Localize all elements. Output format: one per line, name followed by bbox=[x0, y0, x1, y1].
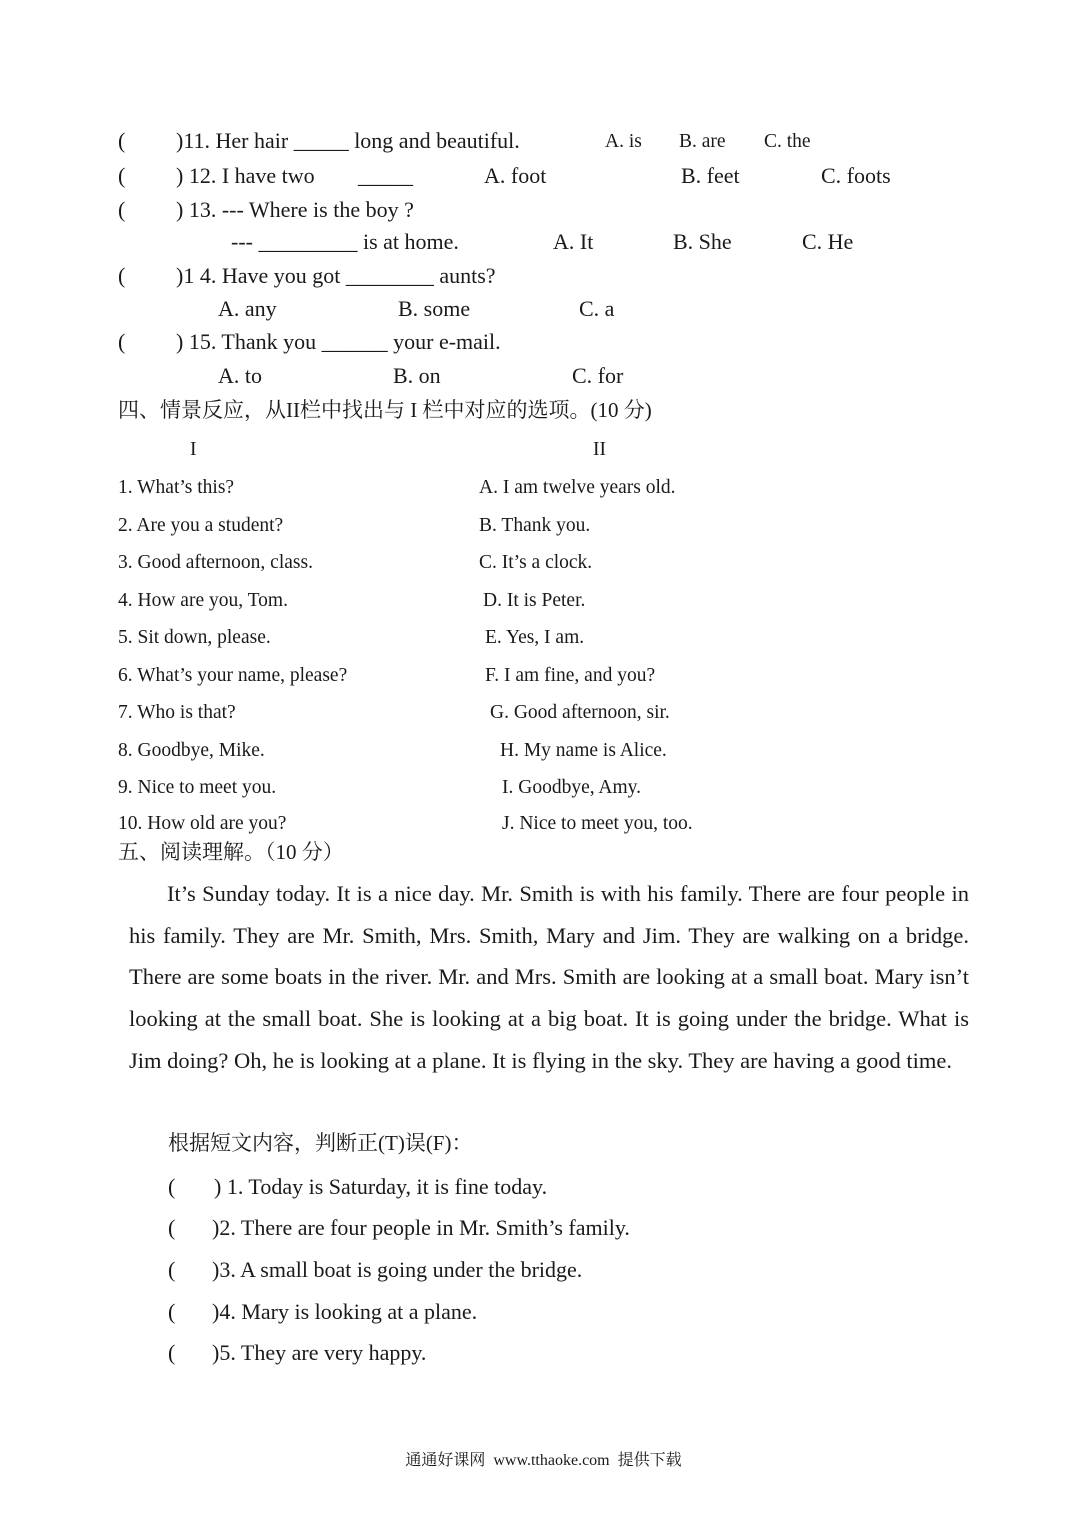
q15-stem: ) 15. Thank you ______ your e-mail. bbox=[176, 329, 501, 354]
tf-item: ) 1. Today is Saturday, it is fine today. bbox=[214, 1174, 548, 1199]
match-right-item: G. Good afternoon, sir. bbox=[490, 702, 670, 723]
match-left-item: 8. Goodbye, Mike. bbox=[118, 740, 265, 761]
q14-option-c: C. a bbox=[579, 296, 615, 321]
match-right-item: I. Goodbye, Amy. bbox=[502, 777, 642, 798]
tf-paren: ( bbox=[168, 1257, 176, 1282]
q14-stem: )1 4. Have you got ________ aunts? bbox=[176, 263, 496, 288]
q13-stem: ) 13. --- Where is the boy ? bbox=[176, 197, 414, 222]
match-left-item: 3. Good afternoon, class. bbox=[118, 552, 313, 573]
match-right-item: J. Nice to meet you, too. bbox=[502, 813, 693, 834]
tf-paren: ( bbox=[168, 1340, 176, 1365]
q14-paren: ( bbox=[118, 263, 126, 288]
match-left-item: 9. Nice to meet you. bbox=[118, 777, 277, 798]
q11-option-b: B. are bbox=[679, 131, 726, 152]
q12-stem: ) 12. I have two bbox=[176, 163, 315, 188]
q13-option-c: C. He bbox=[802, 229, 854, 254]
page-footer: 通通好课网 www.tthaoke.com 提供下载 bbox=[405, 1452, 682, 1469]
q13-option-a: A. It bbox=[553, 229, 594, 254]
match-right-item: E. Yes, I am. bbox=[485, 627, 585, 648]
q12-blank: _____ bbox=[358, 163, 413, 188]
q13-option-b: B. She bbox=[673, 229, 732, 254]
q14-option-a: A. any bbox=[218, 296, 277, 321]
section5-heading: 五、阅读理解。（10 分） bbox=[118, 840, 344, 864]
tf-item: )5. They are very happy. bbox=[212, 1340, 427, 1365]
q11-option-a: A. is bbox=[605, 131, 642, 152]
q11-option-c: C. the bbox=[764, 131, 811, 152]
match-left-item: 7. Who is that? bbox=[118, 702, 236, 723]
match-right-item: C. It’s a clock. bbox=[479, 552, 593, 573]
match-right-item: A. I am twelve years old. bbox=[479, 477, 676, 498]
q13-stem2: --- _________ is at home. bbox=[231, 229, 459, 254]
q14-option-b: B. some bbox=[398, 296, 471, 321]
tf-item: )2. There are four people in Mr. Smith’s family. bbox=[212, 1215, 630, 1240]
q12-option-a: A. foot bbox=[484, 163, 547, 188]
tf-paren: ( bbox=[168, 1174, 176, 1199]
match-left-item: 4. How are you, Tom. bbox=[118, 590, 288, 611]
tf-item: )3. A small boat is going under the bridge. bbox=[212, 1257, 583, 1282]
reading-passage: It’s Sunday today. It is a nice day. Mr. Smith is with his family. There are four people in his family. They are Mr. Smith, Mrs. Smith, Mary and Jim. They are walking on a bridge. There are some boats in the river. Mr. and Mrs. Smith are looking at a small boat. Mary isn’t looking at the small boat. She is looking at a big boat. It is going under the bridge. What is Jim doing? Oh, he is looking at a plane. It is flying in the sky. They are having a good time. bbox=[129, 881, 969, 1073]
q15-option-c: C. for bbox=[572, 363, 624, 388]
section4-heading: 四、情景反应，从II栏中找出与 I 栏中对应的选项。(10 分) bbox=[118, 398, 652, 422]
match-right-item: H. My name is Alice. bbox=[500, 740, 667, 761]
q12-paren: ( bbox=[118, 163, 126, 188]
tf-item: )4. Mary is looking at a plane. bbox=[212, 1299, 478, 1324]
match-left-item: 2. Are you a student? bbox=[118, 515, 284, 536]
q12-option-b: B. feet bbox=[681, 163, 740, 188]
column-header-ii: II bbox=[593, 439, 606, 460]
q11-stem: )11. Her hair _____ long and beautiful. bbox=[176, 128, 520, 153]
tf-instruction: 根据短文内容，判断正(T)误(F)： bbox=[168, 1131, 473, 1155]
tf-paren: ( bbox=[168, 1299, 176, 1324]
tf-paren: ( bbox=[168, 1215, 176, 1240]
q13-paren: ( bbox=[118, 197, 126, 222]
q15-option-b: B. on bbox=[393, 363, 441, 388]
match-left-item: 6. What’s your name, please? bbox=[118, 665, 348, 686]
match-left-item: 10. How old are you? bbox=[118, 813, 287, 834]
match-left-item: 1. What’s this? bbox=[118, 477, 235, 498]
q12-option-c: C. foots bbox=[821, 163, 891, 188]
column-header-i: I bbox=[190, 439, 197, 460]
match-right-item: B. Thank you. bbox=[479, 515, 591, 536]
match-right-item: D. It is Peter. bbox=[483, 590, 586, 611]
q15-paren: ( bbox=[118, 329, 126, 354]
match-right-item: F. I am fine, and you? bbox=[485, 665, 656, 686]
q11-paren: ( bbox=[118, 128, 126, 153]
match-left-item: 5. Sit down, please. bbox=[118, 627, 271, 648]
q15-option-a: A. to bbox=[218, 363, 262, 388]
